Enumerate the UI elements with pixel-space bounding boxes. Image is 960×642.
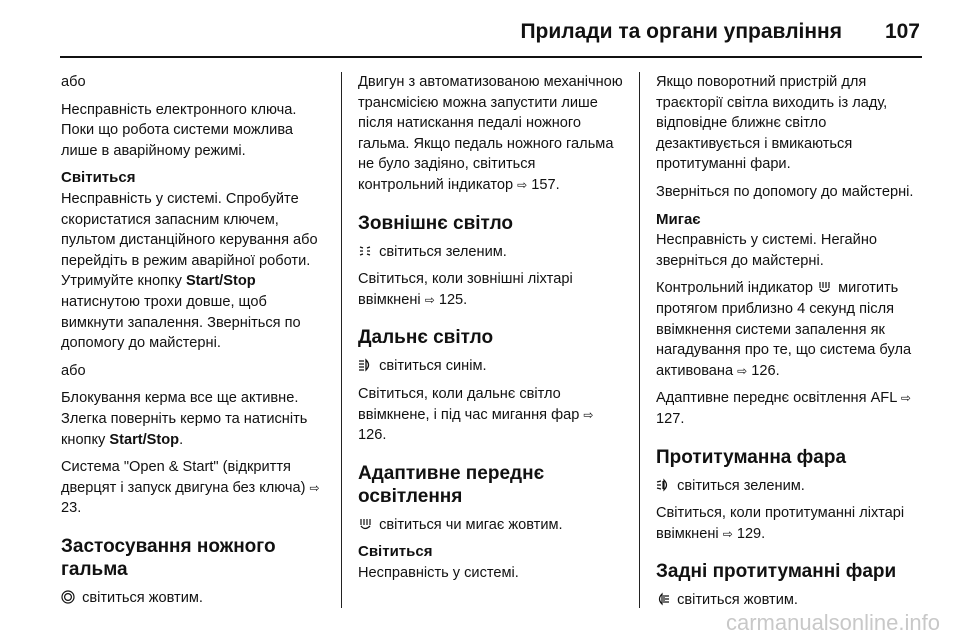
column-3	[656, 72, 922, 618]
ref-arrow-icon: ⇨	[900, 391, 911, 406]
paragraph: Якщо поворотний пристрій для траєкторії світла виходить із ладу, відповідне ближнє світло дезактивується і вмикаються протитуманні фари.	[656, 74, 888, 173]
ref-arrow-icon: ⇨	[517, 177, 528, 192]
page-title: Прилади та органи управління	[520, 20, 842, 43]
paragraph: Світиться, коли зовнішні ліхтарі ввімкнені ⇨ 125.	[358, 271, 573, 308]
paragraph: Світиться, коли дальнє світло ввімкнене, і під час мигання фар ⇨ 126.	[358, 385, 594, 444]
heading-fog-light: Протитуманна фара	[656, 446, 847, 468]
paragraph: або	[61, 74, 86, 90]
brake-icon	[61, 590, 75, 604]
heading-afl: Адаптивне переднє освітлення	[358, 462, 545, 507]
rear-fog-icon	[656, 592, 670, 606]
paragraph: Несправність у системі.	[358, 564, 519, 581]
ref-arrow-icon: ⇨	[722, 526, 733, 541]
heading-high-beam: Дальнє світло	[358, 327, 494, 349]
column-1	[61, 72, 327, 615]
paragraph: Світиться, коли протитуманні ліхтарі ввімкнені ⇨ 129.	[656, 505, 905, 542]
subheading-svitytsia: Світиться	[358, 543, 433, 561]
paragraph: Несправність у системі. Негайно зверніться до майстерні.	[656, 232, 878, 269]
paragraph: Адаптивне переднє освітлення AFL ⇨ 127.	[656, 390, 911, 427]
header-divider	[60, 56, 922, 58]
exterior-light-icon	[358, 244, 372, 258]
high-beam-icon	[358, 358, 372, 372]
ref-arrow-icon: ⇨	[309, 480, 320, 495]
column-divider	[639, 72, 640, 608]
paragraph: світиться жовтим.	[656, 590, 922, 611]
paragraph: світиться синім.	[358, 356, 624, 377]
paragraph: Двигун з автоматизованою механічною трансмісією можна запустити лише після натискання педалі ножного гальма. Якщо педаль ножного гальма не було задіяно, світиться контрольний індикатор ⇨ 157.	[358, 74, 623, 193]
front-fog-icon	[656, 478, 670, 492]
subheading-blinks: Мигає	[656, 210, 701, 228]
heading-exterior-light: Зовнішнє світло	[358, 212, 514, 234]
subheading-svitytsia: Світиться	[61, 169, 136, 187]
afl-icon	[358, 517, 372, 531]
paragraph: Блокування керма все ще активне. Злегка поверніть кермо та натисніть кнопку Start/Stop.	[61, 390, 308, 448]
paragraph: Несправність електронного ключа. Поки що робота системи можлива лише в аварійному режимі.	[61, 101, 297, 159]
paragraph: Зверніться по допомогу до майстерні.	[656, 183, 914, 200]
afl-icon	[817, 280, 831, 294]
paragraph: світиться зеленим.	[656, 476, 922, 497]
column-divider	[341, 72, 342, 608]
heading-rear-fog: Задні протитуманні фари	[656, 561, 897, 583]
paragraph: світиться зеленим.	[358, 242, 624, 263]
paragraph: світиться чи мигає жовтим.	[358, 515, 624, 536]
paragraph: світиться жовтим.	[61, 588, 327, 609]
paragraph: Контрольний індикатор миготить протягом приблизно 4 секунд після ввімкнення системи запалення як нагадування про те, що система була активована ⇨ 126.	[656, 280, 912, 379]
column-2	[358, 72, 624, 591]
watermark: carmanualsonline.info	[725, 610, 940, 635]
page-header	[0, 0, 960, 64]
paragraph: Система "Open & Start" (відкриття дверцят і запуск двигуна без ключа) ⇨ 23.	[61, 459, 320, 517]
ref-arrow-icon: ⇨	[737, 363, 748, 378]
ref-arrow-icon: ⇨	[424, 292, 435, 307]
heading-brake: Застосування ножного гальма	[61, 535, 276, 580]
paragraph: або	[61, 362, 86, 379]
ref-arrow-icon: ⇨	[583, 407, 594, 422]
page-number: 107	[884, 20, 920, 43]
paragraph: Несправність у системі. Спробуйте скористатися запасним ключем, пультом дистанційного керування або перейдіть в режим аварійної роботи. Утримуйте кнопку Start/Stop натиснутою трохи довше, щоб вимкнути запалення. Зверніться по допомогу до майстерні.	[61, 190, 318, 352]
